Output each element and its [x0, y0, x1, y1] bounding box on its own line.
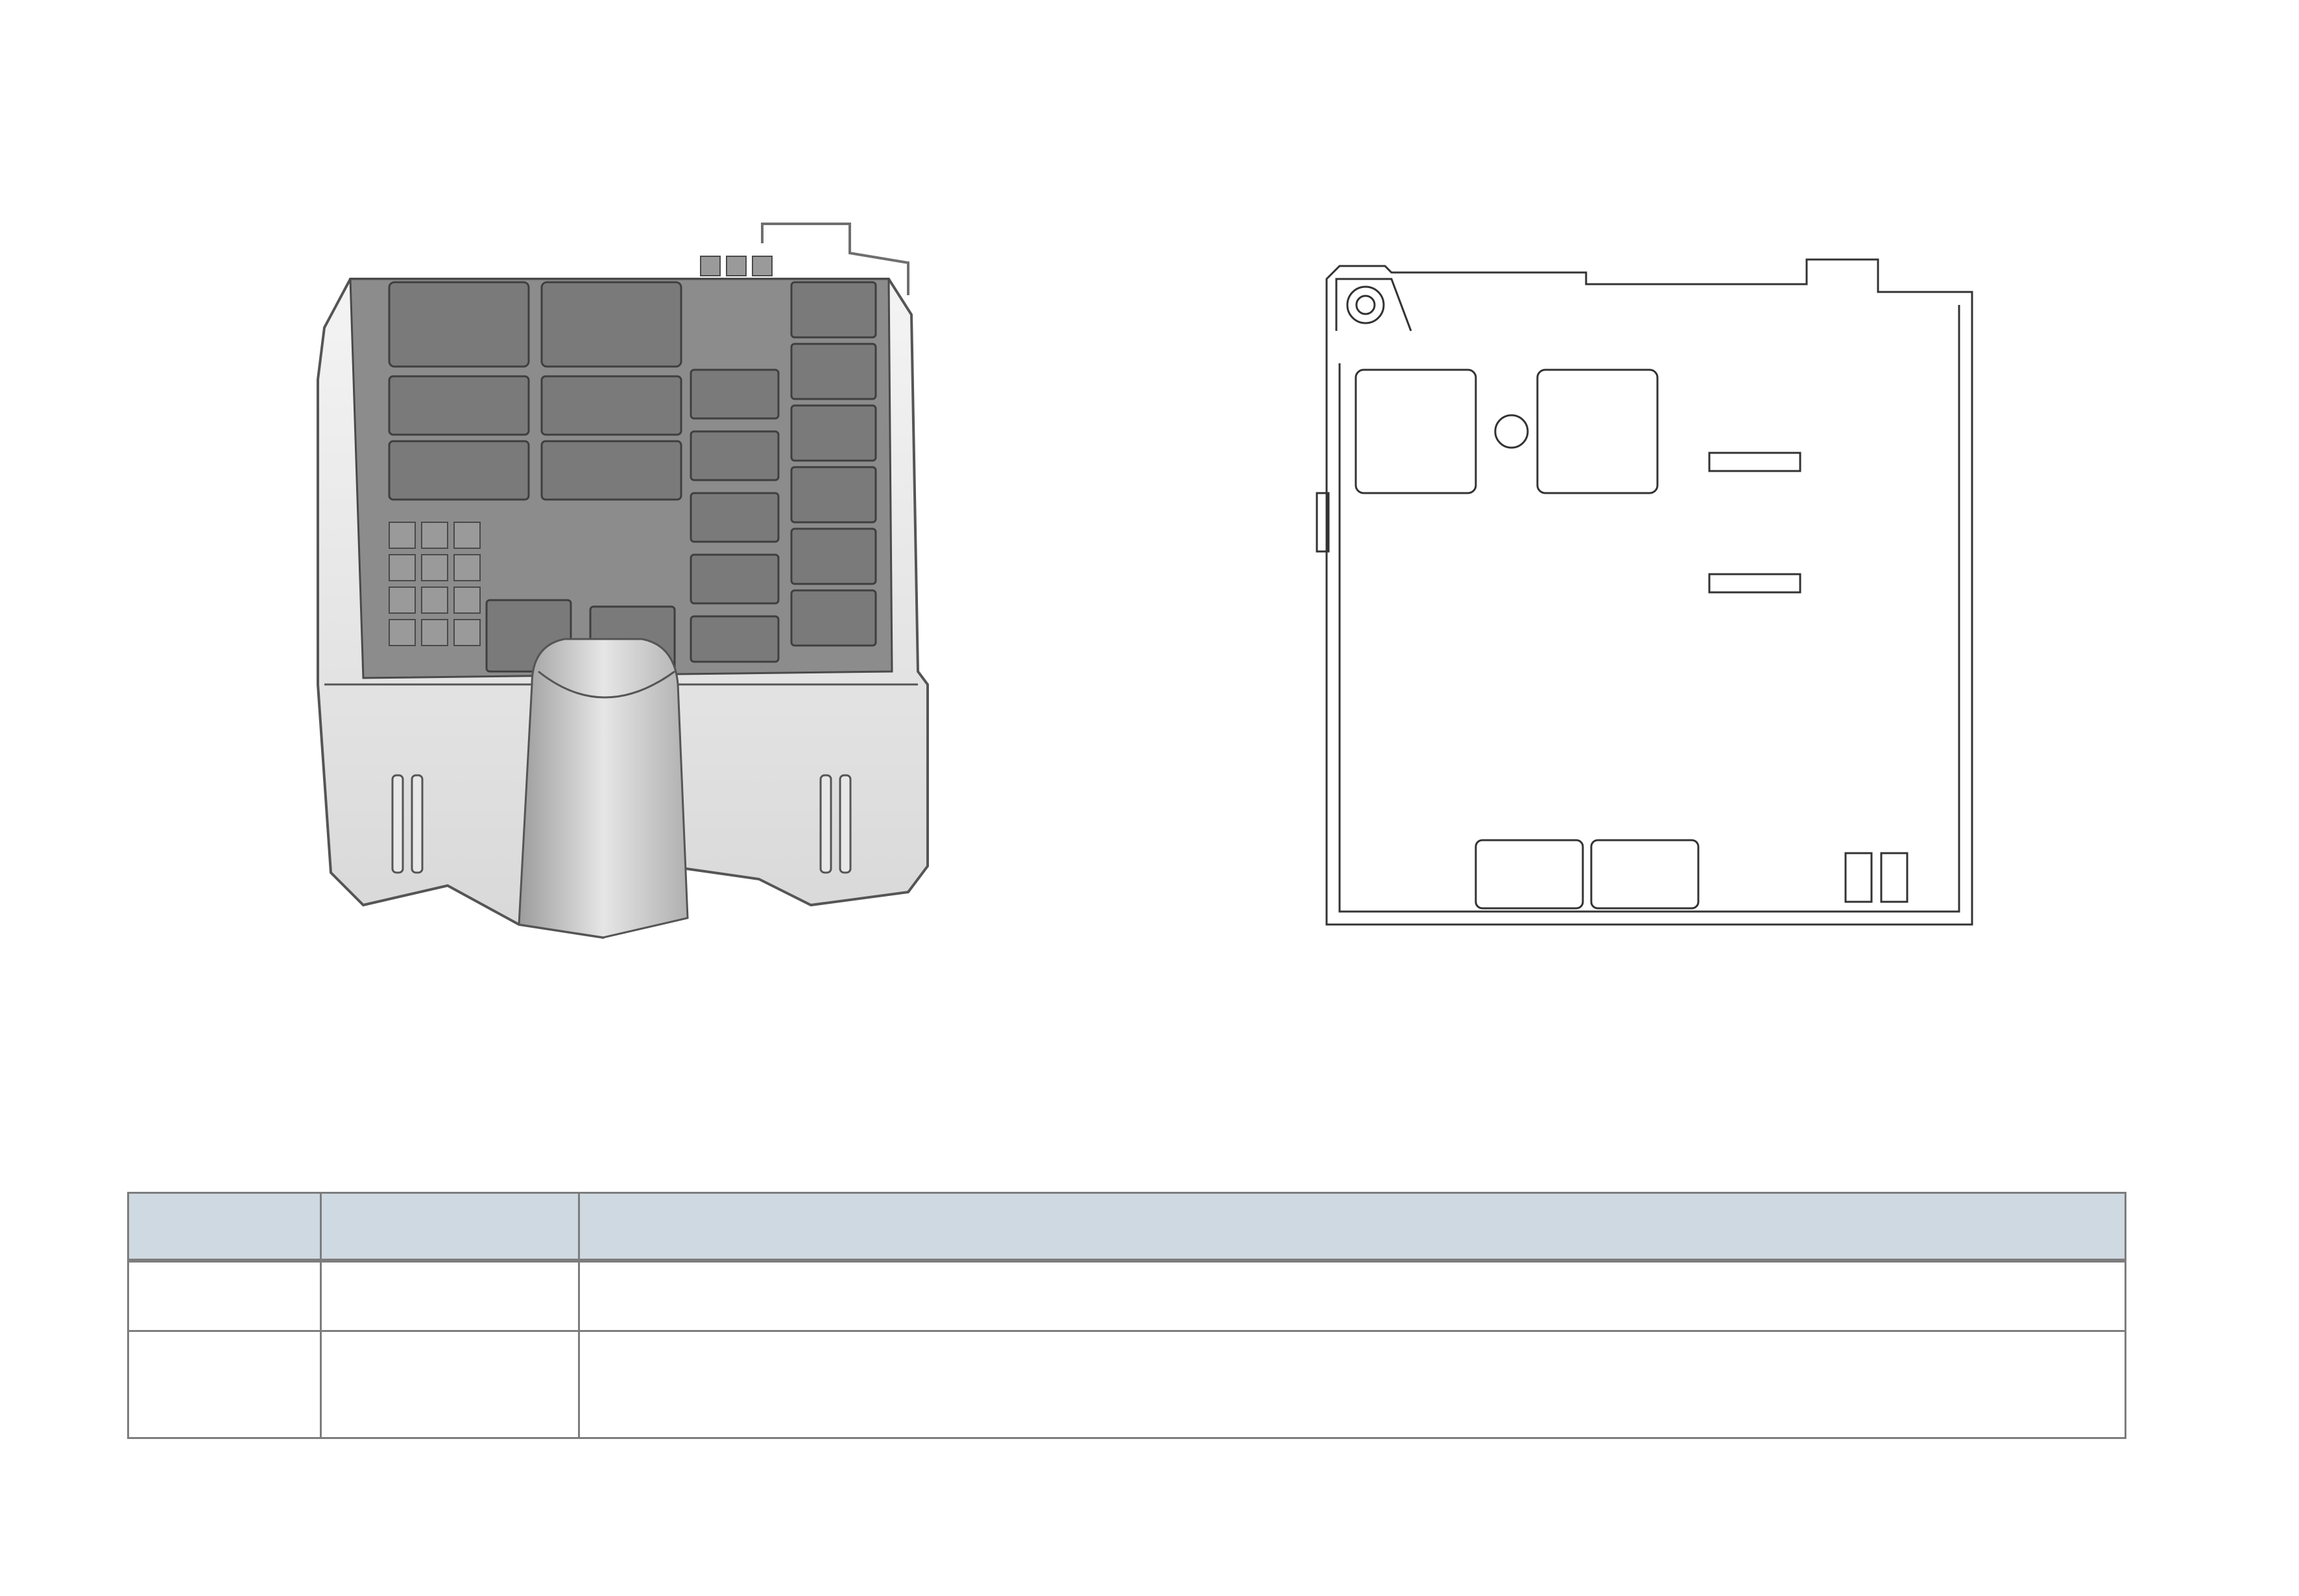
relay-t14	[1591, 840, 1698, 908]
relay-t30	[1537, 370, 1657, 493]
header-circuit	[579, 1193, 2126, 1261]
header-fuse	[128, 1193, 321, 1261]
fuse-cell	[128, 1331, 321, 1438]
fuse-table	[127, 1192, 2126, 1439]
horizontal-small-fuses	[1709, 453, 1800, 592]
fuse-f112	[1846, 853, 1872, 902]
table-header-row	[128, 1193, 2126, 1261]
table-row	[128, 1261, 2126, 1331]
table-row	[128, 1331, 2126, 1438]
fuse-f114	[1881, 853, 1907, 902]
header-current	[321, 1193, 579, 1261]
current-cell	[321, 1331, 579, 1438]
current-cell	[321, 1261, 579, 1331]
fuse-f85	[1709, 453, 1800, 471]
relay-t07	[1356, 370, 1476, 493]
circuit-cell	[579, 1261, 2126, 1331]
fuse-layout-diagram	[1314, 253, 1982, 947]
fuse-box-illustration	[305, 217, 947, 957]
fuse-cell	[128, 1261, 321, 1331]
circuit-cell	[579, 1331, 2126, 1438]
fuse-f08	[1709, 574, 1800, 592]
relay-t35	[1476, 840, 1583, 908]
